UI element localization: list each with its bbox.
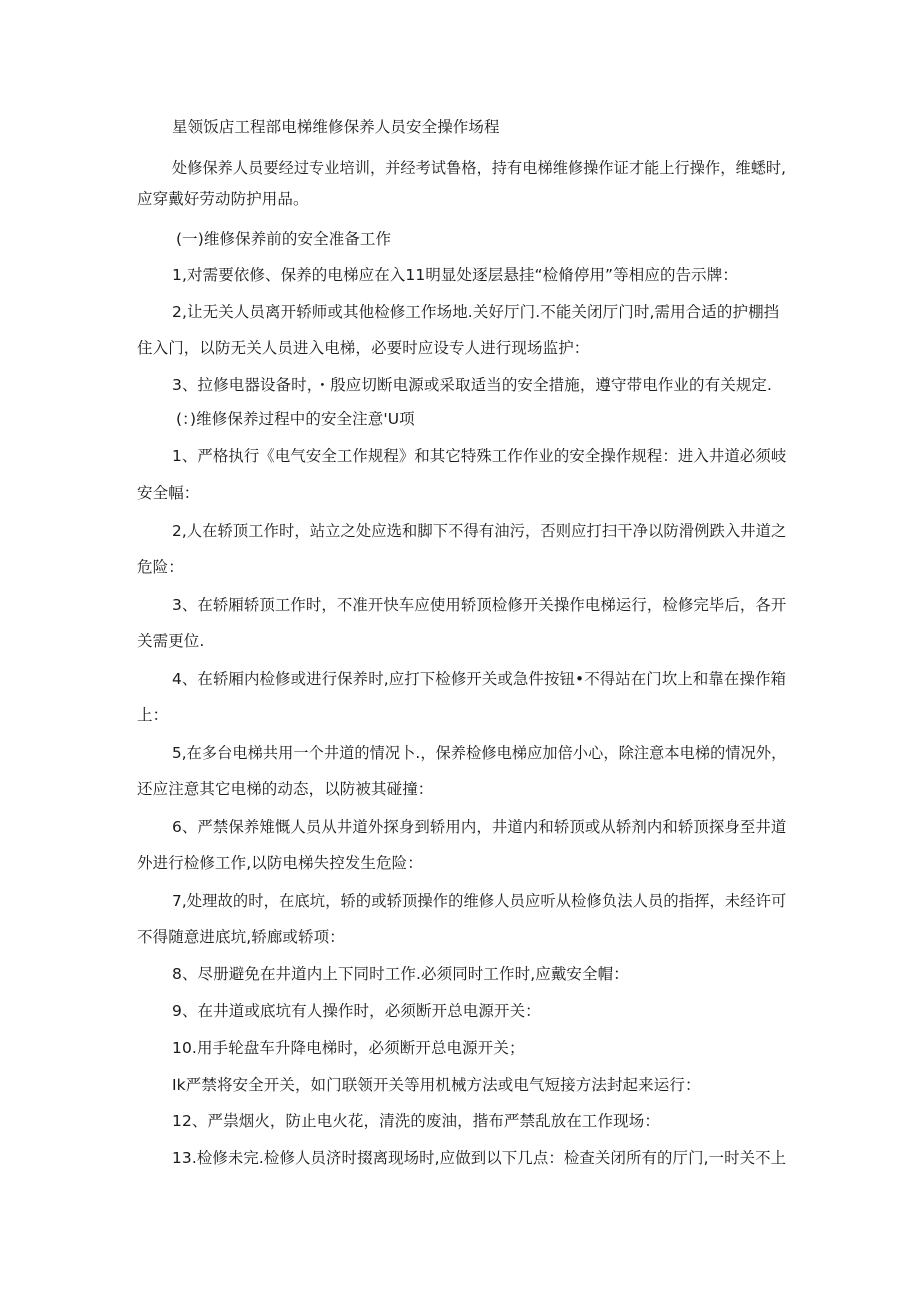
list-item: 3、拉修电器设备时，・殷应切断电源或采取适当的安全措施，遵守带电作业的有关规定. xyxy=(172,376,773,394)
list-item-continuation: 住入门，以防无关人员进入电梯，必要时应设专人进行现场监护： xyxy=(137,339,590,357)
list-item: 8、尽册避免在井道内上下同时工作.必须同时工作时,应戴安全帽： xyxy=(172,965,629,983)
intro-line: 处修保养人员要经过专业培训，并经考试鲁格，持有电梯维修操作证才能上行操作，维蟋时, xyxy=(172,159,787,177)
list-item: 5,在多台电梯共用一个井道的情况卜.，保养检修电梯应加倍小心，除注意本电梯的情况外， xyxy=(172,744,787,762)
list-item: 12、严祟烟火，防止电火花，清洗的废油，揩布严禁乱放在工作现场： xyxy=(172,1112,660,1130)
list-item-continuation: 还应注意其它电梯的动态，以防被其碰撞： xyxy=(137,780,434,798)
list-item: 13.检修未完.检修人员济时掇离现场时,应做到以下几点：检查关闭所有的厅门,一时关不上 xyxy=(172,1149,787,1167)
list-item: Ik严禁将安全开关，如门联领开关等用机械方法或电气短接方法封起来运行： xyxy=(172,1076,701,1094)
list-item: 1,对需要依修、保养的电梯应在入11明显处逐层悬挂“检脩停用”等相应的告示牌： xyxy=(172,266,738,284)
list-item: 4、在轿厢内检修或进行保养时,应打下检修开关或急件按钮•不得站在门坎上和靠在操作箱 xyxy=(172,670,787,688)
list-item: 6、严禁保养雉慨人员从井道外探身到轿用内，井道内和轿顶或从轿剂内和轿顶探身至井道 xyxy=(172,818,787,836)
section-heading: (一)维修保养前的安全准备工作 xyxy=(176,230,392,248)
list-item: 2,让无关人员离开轿师或其他检修工作场地.关好厅门.不能关闭厅门时,需用合适的护棚挡 xyxy=(172,303,780,321)
list-item: 7,处理故的时，在底坑，轿的或轿顶操作的维修人员应听从检修负法人员的指挥，未经许可 xyxy=(172,892,787,910)
section-heading: (：)维修保养过程中的安全注意'U项 xyxy=(176,410,415,428)
list-item-continuation: 危险： xyxy=(137,558,184,576)
list-item-continuation: 不得随意进底坑,轿廊或轿项： xyxy=(137,928,345,946)
list-item: 1、严格执行《电气安全工作规程》和其它特殊工作作业的安全操作规程：进入井道必须岐 xyxy=(172,447,787,465)
list-item: 3、在轿厢轿顶工作时，不准开快车应使用轿顶检修开关操作电梯运行，检修完毕后，各开 xyxy=(172,596,787,614)
list-item: 9、在井道或底坑有人操作时，必须断开总电源开关： xyxy=(172,1002,541,1020)
list-item: 2,人在轿顶工作时，站立之处应选和脚下不得有油污，否则应打扫干净以防滑例跌入井道之 xyxy=(172,522,787,540)
list-item: 10.用手轮盘车升降电梯时，必须断开总电源开关； xyxy=(172,1039,525,1057)
list-item-continuation: 上： xyxy=(137,706,169,724)
intro-line: 应穿戴好劳动防护用品。 xyxy=(137,190,309,208)
list-item-continuation: 关需更位. xyxy=(137,632,205,650)
document-title: 星领饭店工程部电梯维修保养人员安全操作场程 xyxy=(172,118,500,136)
list-item-continuation: 安全幅： xyxy=(137,484,200,502)
list-item-continuation: 外进行检修工作,以防电梯失控发生危险： xyxy=(137,854,423,872)
